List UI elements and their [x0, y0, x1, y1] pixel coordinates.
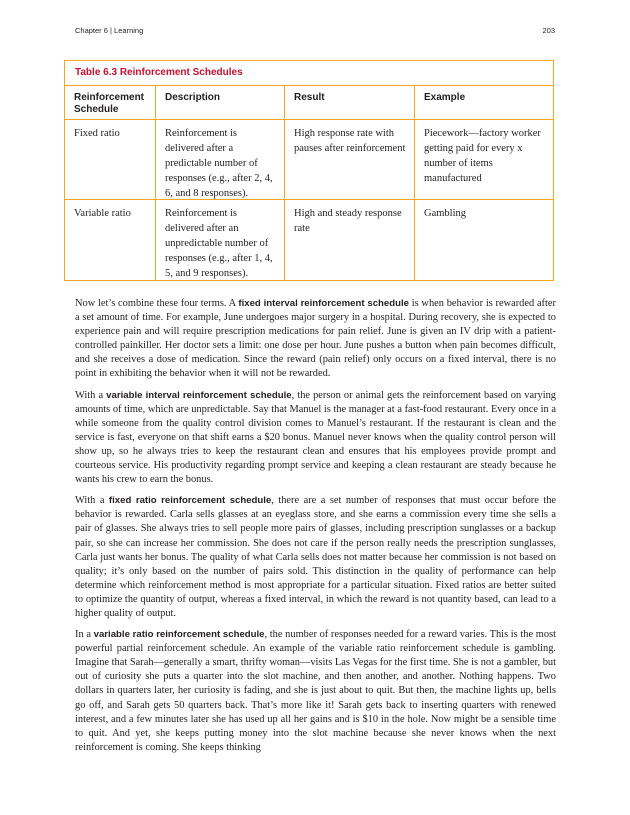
- column-header: Result: [285, 86, 415, 119]
- page-number: 203: [542, 26, 555, 35]
- column-header: Example: [424, 92, 466, 103]
- table-cell: Piecework—factory worker getting paid for every x number of items manufactured: [424, 128, 541, 184]
- key-term: fixed interval reinforcement schedule: [238, 298, 409, 309]
- paragraph-variable-ratio: [75, 628, 556, 755]
- table-header-row: [65, 86, 553, 120]
- paragraph-fixed-ratio: [75, 494, 556, 621]
- column-header: Description: [156, 86, 285, 119]
- key-term: variable interval reinforcement schedule: [106, 389, 292, 401]
- paragraph-variable-interval: [75, 389, 556, 488]
- paragraph-text: , the person or animal gets the reinforcement based on varying amounts of time, which are unpredictable. Say that Manuel is the manager at a fast-food restaurant. Every once in a while someone from the quality control division comes to Manuel’s restaurant. If the restaurant is clean and the service is fast, everyone on that shift earns a $20 bonus. Manuel never knows when the quality control person will show up, so he always tries to keep the restaurant clean and ensures that his employees provide prompt and courteous service. His productivity regarding prompt service and keeping a clean restaurant are steady because he wants his crew to earn the bonus.: [75, 389, 556, 486]
- paragraph-lead: With a: [75, 495, 109, 507]
- table-cell: Variable ratio: [65, 200, 156, 280]
- paragraph-lead: In a: [75, 629, 94, 641]
- reinforcement-schedules-table: [64, 60, 554, 281]
- key-term: fixed ratio reinforcement schedule: [108, 495, 272, 507]
- running-header-chapter: Chapter 6 | Learning: [75, 26, 144, 35]
- column-header: Reinforcement Schedule: [65, 86, 156, 119]
- table-cell: High and steady response rate: [285, 200, 415, 280]
- paragraph-text: , there are a set number of responses that must occur before the behavior is rewarded. Carla sells glasses at an eyeglass store, and she earns a commission every time she sells a pair of glasses. She always tries to sell people more pairs of glasses, including prescription sunglasses or a backup pair, so she can increase her commission. She does not care if the person really needs the prescription sunglasses, Carla just wants her bonus. The quality of what Carla sells does not matter because her commission is not based on quality; it’s only based on the number of pairs sold. This distinction in the quality of performance can help determine which reinforcement method is most appropriate for a particular situation. Fixed ratios are better suited to optimize the quantity of output, whereas a fixed interval, in which the reward is not quantity based, can lead to a higher quality of output.: [75, 495, 556, 619]
- paragraph-fixed-interval: [75, 297, 556, 382]
- paragraph-text: , the number of responses needed for a reward varies. This is the most powerful partial reinforcement schedule. An example of the variable ratio reinforcement schedule is gambling. Imagine that Sarah—generally a smart, thrifty woman—visits Las Vegas for the first time. She is not a gambler, but out of curiosity she puts a quarter into the slot machine, and then another, and another. Nothing happens. Two dollars in quarters later, her curiosity is fading, and she is just about to quit. But then, the machine lights up, bells go off, and Sarah gets 50 quarters back. That’s more like it! Sarah gets back to inserting quarters with renewed interest, and a few minutes later she has used up all her gains and is $10 in the hole. Now might be a sensible time to quit. And yet, she keeps putting money into the slot machine because she never knows when the next reinforcement is coming. She keeps thinking: [75, 629, 556, 753]
- paragraph-lead: With a: [75, 389, 107, 401]
- table-cell: Reinforcement is delivered after an unpredictable number of responses (e.g., after 1, 4, 5, and 9 responses).: [156, 200, 285, 280]
- table-cell: Fixed ratio: [65, 120, 156, 199]
- table-cell: Gambling: [424, 208, 466, 219]
- paragraph-text: is when behavior is rewarded after a set amount of time. For example, June undergoes major surgery in a hospital. During recovery, she is expected to experience pain and will require prescription medications for pain relief. June is given an IV drip with a patient-controlled painkiller. Her doctor sets a limit: one dose per hour. June pushes a button when pain becomes difficult, and she receives a dose of medication. Since the reward (pain relief) only occurs on a fixed interval, there is no point in exhibiting the behavior when it will not be rewarded.: [75, 298, 556, 380]
- table-row: [65, 200, 553, 280]
- body-text: [75, 297, 556, 762]
- table-cell: High response rate with pauses after reinforcement: [285, 120, 415, 199]
- table-row: [65, 120, 553, 200]
- table-cell: Reinforcement is delivered after a predictable number of responses (e.g., after 2, 4, 6, and 8 responses).: [156, 120, 285, 199]
- table-caption: Table 6.3 Reinforcement Schedules: [65, 61, 553, 86]
- key-term: variable ratio reinforcement schedule: [93, 629, 265, 641]
- paragraph-lead: Now let’s combine these four terms. A: [75, 298, 239, 309]
